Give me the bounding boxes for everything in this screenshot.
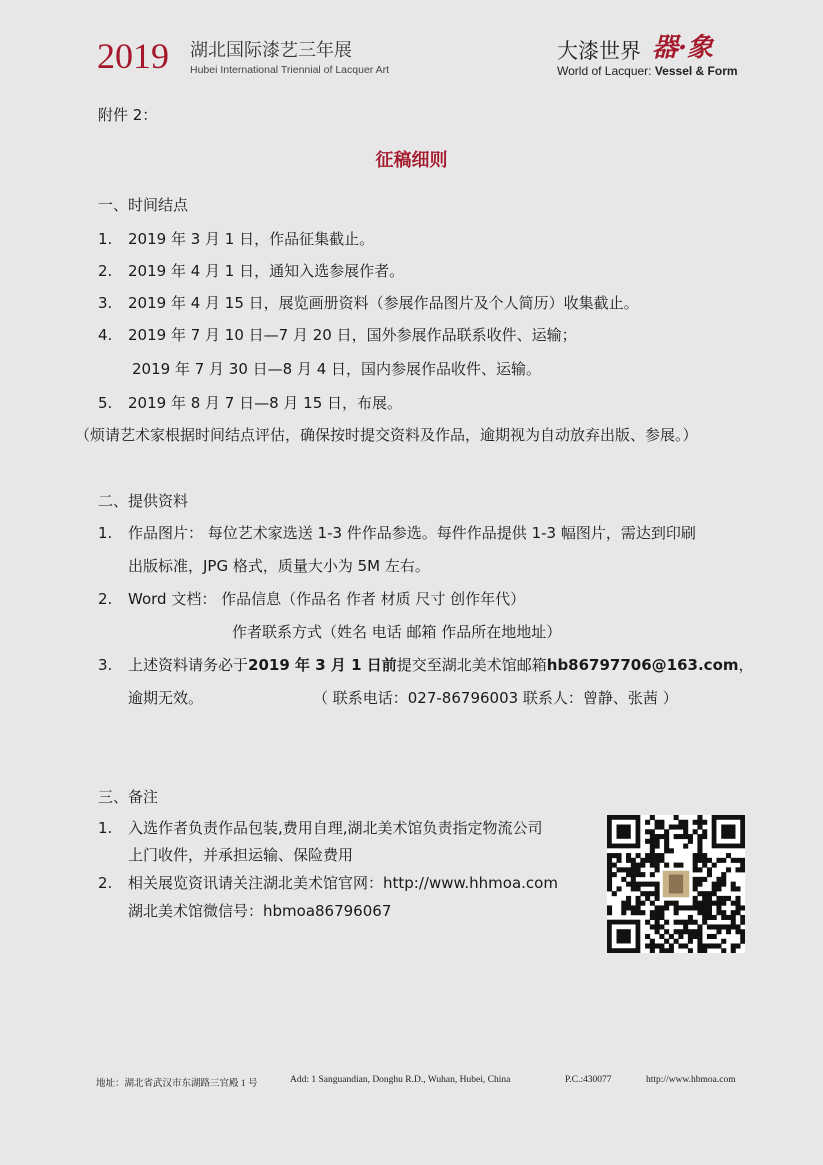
- list-number: 4.: [98, 326, 113, 344]
- submit-text: 提交至湖北美术馆邮箱: [396, 656, 547, 674]
- triennial-en-title: Hubei International Triennial of Lacquer Art: [190, 64, 390, 76]
- section3-heading: 三、备注: [98, 788, 159, 806]
- materials-item-images: 作品图片： 每位艺术家选送 1-3 件作品参选。每件作品提供 1-3 幅图片，需达到印刷: [128, 524, 696, 542]
- list-number: 2.: [98, 590, 113, 608]
- timeline-item: 2019 年 4 月 15 日，展览画册资料（参展作品图片及个人简历）收集截止。: [128, 294, 639, 312]
- list-number: 3.: [98, 294, 113, 312]
- timeline-item: 2019 年 3 月 1 日，作品征集截止。: [128, 230, 375, 248]
- exhibition-en-prefix: World of Lacquer:: [557, 64, 655, 78]
- list-number: 1.: [98, 230, 113, 248]
- footer-address-cn: 地址：湖北省武汉市东湖路三官殿 1 号: [96, 1079, 258, 1089]
- exhibition-cn-title: 大漆世界: [557, 39, 641, 63]
- submit-text: 上述资料请务必于: [128, 656, 249, 674]
- list-number: 2.: [98, 874, 113, 892]
- materials-item-submit: [128, 655, 754, 675]
- timeline-item: 2019 年 7 月 10 日—7 月 20 日，国外参展作品联系收件、运输；: [128, 326, 577, 344]
- materials-item-images-cont: 出版标准，JPG 格式，质量大小为 5M 左右。: [128, 557, 430, 575]
- list-number: 1.: [98, 819, 113, 837]
- section2-heading: 二、提供资料: [98, 492, 189, 510]
- exhibition-en-title: [557, 64, 738, 78]
- contact-info: （ 联系电话：027-86796003 联系人：曾静、张茜 ）: [313, 689, 678, 707]
- timeline-item: 2019 年 4 月 1 日，通知入选参展作者。: [128, 262, 405, 280]
- list-number: 2.: [98, 262, 113, 280]
- materials-item-submit-cont: 逾期无效。: [128, 689, 204, 707]
- materials-item-word-cont: 作者联系方式（姓名 电话 邮箱 作品所在地地址）: [232, 623, 562, 641]
- section1-heading: 一、时间结点: [98, 196, 189, 214]
- triennial-cn-title: 湖北国际漆艺三年展: [190, 40, 352, 61]
- qr-code-icon: [607, 815, 745, 953]
- attachment-label: 附件 2：: [98, 106, 158, 124]
- list-number: 5.: [98, 394, 113, 412]
- note-item-shipping-cont: 上门收件，并承担运输、保险费用: [128, 846, 354, 864]
- submit-email[interactable]: hb86797706@163.com: [546, 656, 739, 674]
- triennial-year: 2019: [97, 36, 169, 76]
- exhibition-logo: 器·象: [652, 33, 714, 63]
- note-item-shipping: 入选作者负责作品包装,费用自理,湖北美术馆负责指定物流公司: [128, 819, 543, 837]
- timeline-item: 2019 年 8 月 7 日—8 月 15 日，布展。: [128, 394, 403, 412]
- footer-address-en: Add: 1 Sanguandian, Donghu R.D., Wuhan, Hubei, China: [290, 1075, 511, 1085]
- list-number: 3.: [98, 656, 113, 674]
- submit-deadline: 2019 年 3 月 1 日前: [248, 656, 397, 674]
- timeline-note: （烦请艺术家根据时间结点评估，确保按时提交资料及作品，逾期视为自动放弃出版、参展。）: [75, 426, 698, 444]
- materials-item-word: Word 文档： 作品信息（作品名 作者 材质 尺寸 创作年代）: [128, 590, 526, 608]
- submit-text: ，: [738, 656, 754, 674]
- document-title: 征稿细则: [375, 150, 448, 171]
- timeline-item: 2019 年 7 月 30 日—8 月 4 日，国内参展作品收件、运输。: [132, 360, 542, 378]
- footer-url[interactable]: http://www.hbmoa.com: [646, 1075, 736, 1085]
- exhibition-en-bold: Vessel & Form: [654, 64, 738, 78]
- note-item-website[interactable]: 相关展览资讯请关注湖北美术馆官网：http://www.hhmoa.com: [128, 874, 558, 892]
- list-number: 1.: [98, 524, 113, 542]
- footer-postcode: P.C.:430077: [565, 1075, 612, 1085]
- note-item-wechat: 湖北美术馆微信号：hbmoa86796067: [128, 902, 392, 920]
